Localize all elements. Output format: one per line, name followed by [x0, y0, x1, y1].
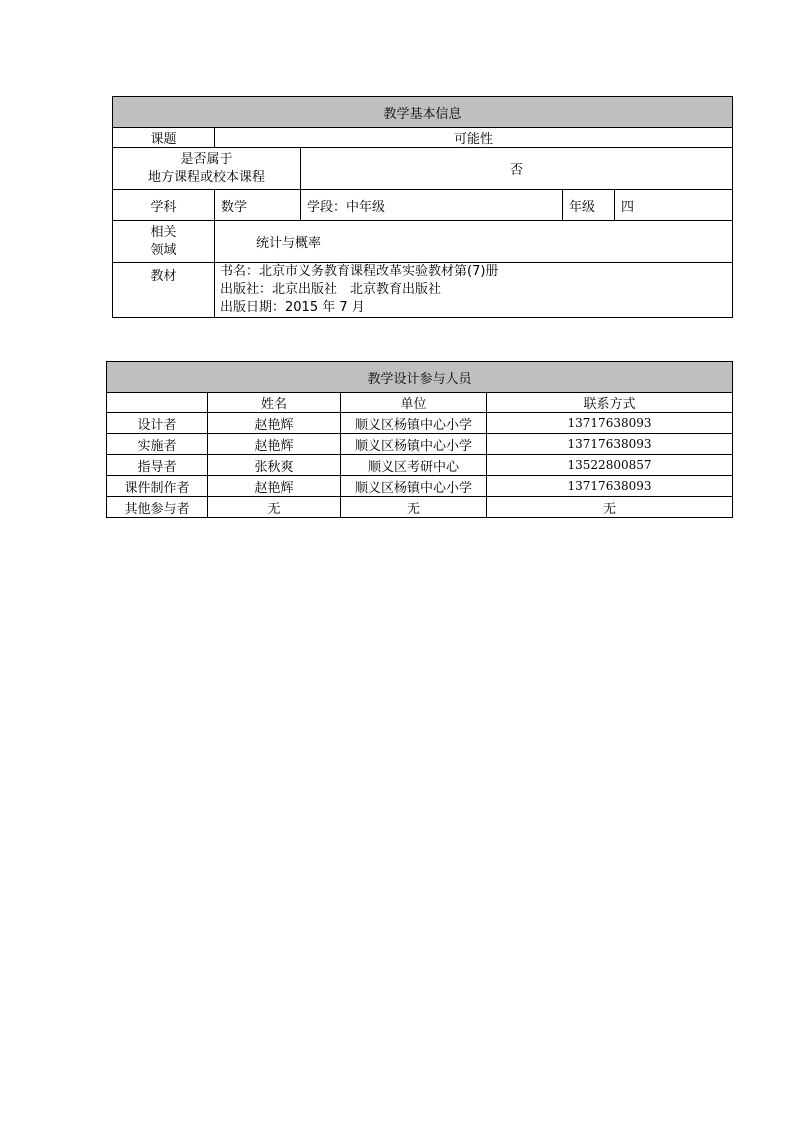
textbook-label: 教材	[113, 263, 215, 318]
textbook-info	[215, 263, 733, 318]
field-value: 统计与概率	[215, 221, 733, 263]
row-contact: 13717638093	[487, 476, 733, 497]
textbook-date: 出版日期：2015 年 7 月	[220, 300, 365, 315]
textbook-publisher: 出版社：北京出版社 北京教育出版社	[220, 282, 442, 297]
grade-value: 四	[615, 190, 733, 221]
basic-info-title: 教学基本信息	[113, 97, 733, 128]
field-label-line1: 相关	[150, 224, 177, 240]
row-role: 指导者	[107, 455, 208, 476]
row-role: 课件制作者	[107, 476, 208, 497]
row-contact: 13717638093	[487, 413, 733, 434]
row-name: 赵艳辉	[208, 476, 341, 497]
row-contact: 13717638093	[487, 434, 733, 455]
row-role: 其他参与者	[107, 497, 208, 518]
row-unit: 无	[341, 497, 487, 518]
field-label-line2: 领域	[150, 242, 177, 258]
table-row	[107, 497, 733, 518]
table-row	[107, 476, 733, 497]
grade-label: 年级	[563, 190, 615, 221]
table-row	[107, 434, 733, 455]
row-name: 无	[208, 497, 341, 518]
local-course-label-line2: 地方课程或校本课程	[147, 169, 265, 185]
topic-label: 课题	[113, 128, 215, 148]
participants-title: 教学设计参与人员	[107, 362, 733, 393]
row-name: 张秋爽	[208, 455, 341, 476]
row-unit: 顺义区杨镇中心小学	[341, 476, 487, 497]
row-unit: 顺义区考研中心	[341, 455, 487, 476]
table-row	[107, 455, 733, 476]
row-contact: 13522800857	[487, 455, 733, 476]
local-course-label-line1: 是否属于	[180, 151, 233, 167]
row-unit: 顺义区杨镇中心小学	[341, 434, 487, 455]
textbook-name: 书名：北京市义务教育课程改革实验教材第(7)册	[220, 264, 499, 279]
basic-info-table	[112, 96, 733, 318]
field-label	[113, 221, 215, 263]
header-role	[107, 393, 208, 413]
row-name: 赵艳辉	[208, 434, 341, 455]
subject-label: 学科	[113, 190, 215, 221]
row-name: 赵艳辉	[208, 413, 341, 434]
stage-label: 学段：中年级	[301, 190, 563, 221]
row-role: 实施者	[107, 434, 208, 455]
local-course-value: 否	[301, 148, 733, 190]
participants-table	[106, 361, 733, 518]
subject-value: 数学	[215, 190, 301, 221]
header-name: 姓名	[208, 393, 341, 413]
table-row	[107, 413, 733, 434]
header-unit: 单位	[341, 393, 487, 413]
local-course-label	[113, 148, 301, 190]
header-contact: 联系方式	[487, 393, 733, 413]
row-contact: 无	[487, 497, 733, 518]
row-unit: 顺义区杨镇中心小学	[341, 413, 487, 434]
topic-value: 可能性	[215, 128, 733, 148]
row-role: 设计者	[107, 413, 208, 434]
